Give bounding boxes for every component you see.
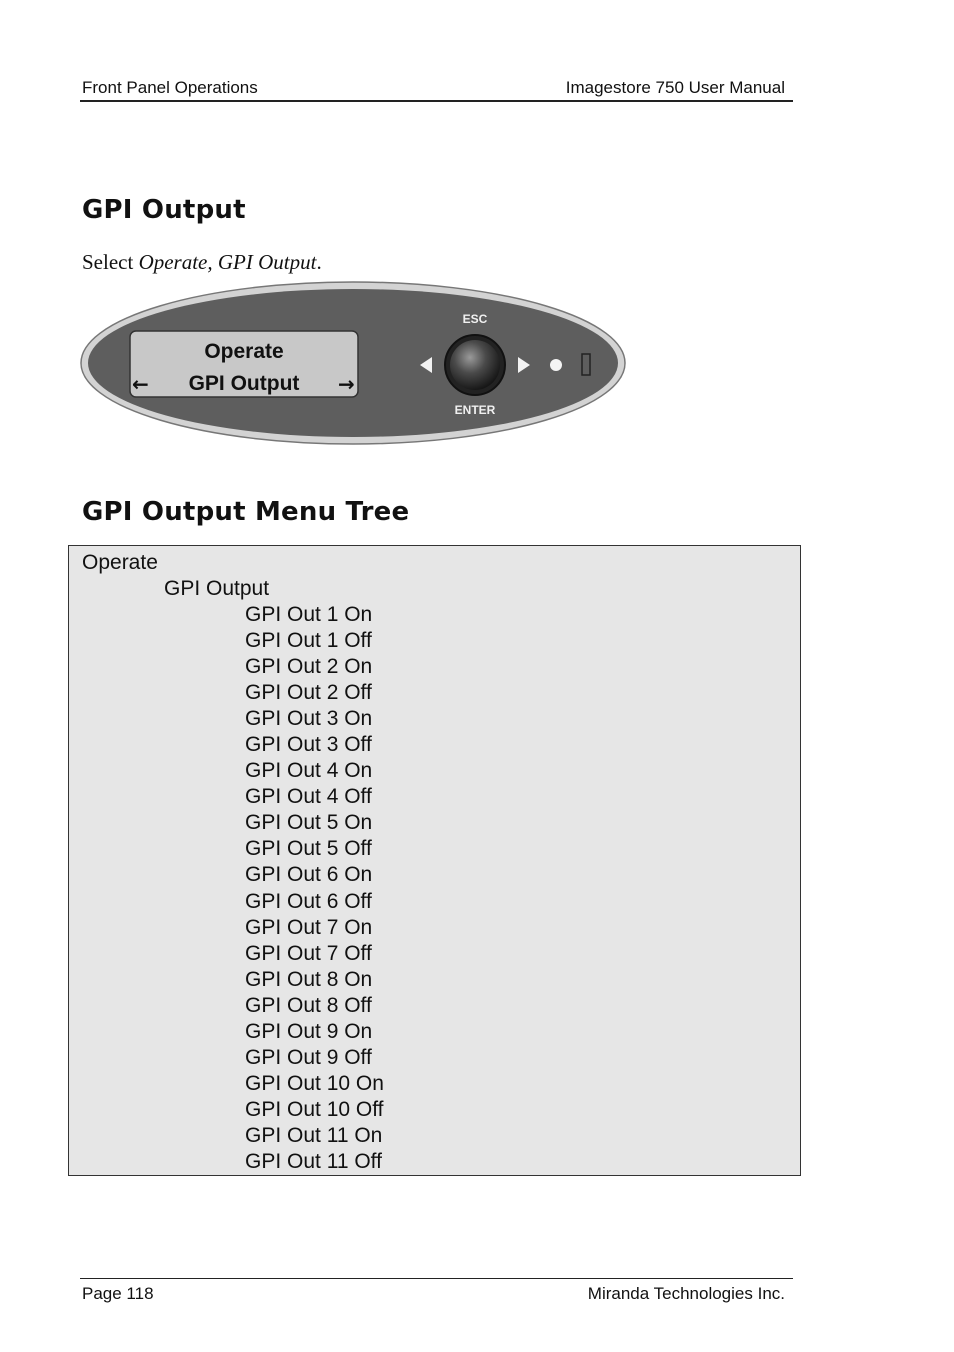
intro-menu-path: Operate, GPI Output <box>138 250 317 274</box>
menu-tree-item: GPI Out 3 On <box>245 707 373 731</box>
menu-tree-item: GPI Out 2 Off <box>245 681 372 705</box>
footer-company: Miranda Technologies Inc. <box>587 1284 785 1303</box>
menu-tree-item: GPI Out 2 On <box>245 655 373 679</box>
menu-tree-item: GPI Out 3 Off <box>245 733 372 757</box>
menu-tree-item: GPI Out 4 Off <box>245 785 372 809</box>
enter-label: ENTER <box>454 403 496 417</box>
intro-suffix: . <box>316 250 322 274</box>
lcd-line-2: GPI Output <box>188 372 300 395</box>
menu-tree-item: GPI Out 9 On <box>245 1019 373 1043</box>
menu-tree-item: GPI Out 8 On <box>245 967 373 991</box>
menu-tree-item: GPI Out 7 On <box>245 915 373 939</box>
menu-tree-item: GPI Out 4 On <box>245 759 373 783</box>
menu-tree-item: GPI Out 11 Off <box>245 1149 382 1173</box>
intro-paragraph <box>82 250 322 275</box>
section-heading-gpi-output: GPI Output <box>82 195 246 225</box>
page-footer <box>80 1278 793 1303</box>
menu-tree-item: GPI Out 5 Off <box>245 837 372 861</box>
intro-prefix: Select <box>82 250 139 274</box>
card-slot-icon <box>582 354 590 375</box>
lcd-line-1: Operate <box>204 340 284 363</box>
menu-tree-item: GPI Out 6 On <box>245 863 373 887</box>
navigation-knob <box>450 340 500 390</box>
menu-tree-item: GPI Out 5 On <box>245 811 373 835</box>
lcd-right-arrow-icon: → <box>338 372 355 396</box>
menu-tree-item: GPI Out 1 Off <box>245 629 372 653</box>
header-manual-title: Imagestore 750 User Manual <box>565 78 785 97</box>
section-heading-menu-tree: GPI Output Menu Tree <box>82 497 410 527</box>
menu-tree-item: GPI Out 6 Off <box>245 889 372 913</box>
menu-tree-items <box>245 602 384 1175</box>
menu-tree-item: GPI Out 8 Off <box>245 993 372 1017</box>
lcd-left-arrow-icon: ← <box>132 372 149 396</box>
menu-tree-item: GPI Out 11 On <box>245 1123 383 1147</box>
status-led-icon <box>550 359 562 371</box>
esc-label: ESC <box>462 312 488 326</box>
menu-tree-item: GPI Out 1 On <box>245 603 373 626</box>
menu-tree-branch: GPI Output <box>164 577 270 600</box>
front-panel-svg <box>80 281 628 447</box>
menu-tree-box <box>68 545 801 1176</box>
header-section-title: Front Panel Operations <box>82 78 258 97</box>
menu-tree-item: GPI Out 7 Off <box>245 941 372 965</box>
page-header <box>80 74 793 102</box>
menu-tree-item: GPI Out 9 Off <box>245 1045 372 1069</box>
menu-tree-item: GPI Out 10 On <box>245 1071 384 1095</box>
menu-tree-root: Operate <box>82 551 158 574</box>
menu-tree-item: GPI Out 10 Off <box>245 1097 384 1121</box>
front-panel-illustration <box>80 281 628 447</box>
footer-page-number: Page 118 <box>82 1284 154 1303</box>
